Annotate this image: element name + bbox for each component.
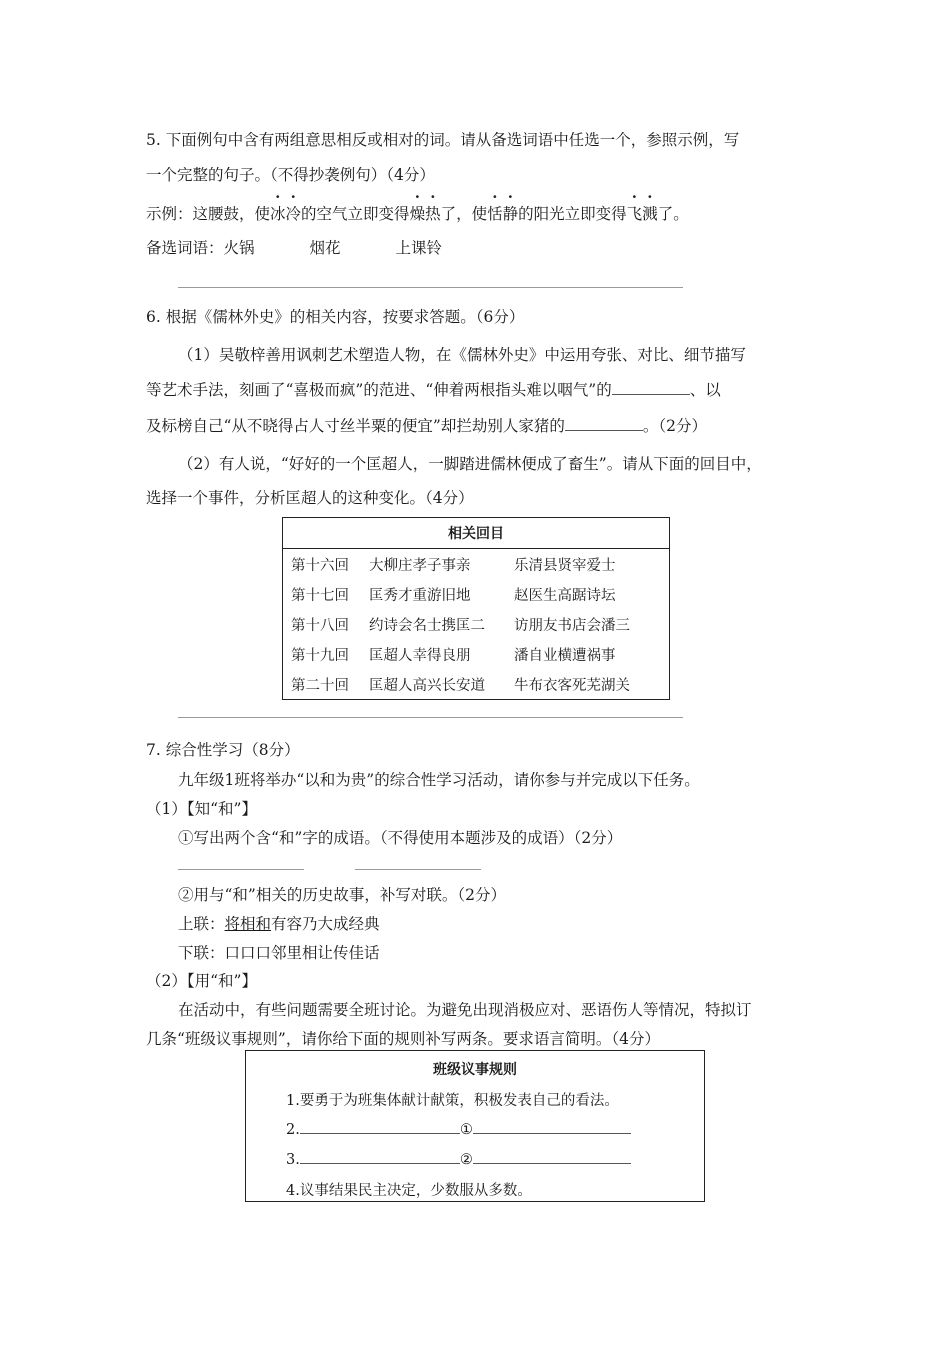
q7-s2-line1: 在活动中，有些问题需要全班讨论。为避免出现消极应对、恶语伤人等情况，特拟订	[178, 1001, 752, 1019]
table-header: 相关回目	[283, 518, 670, 549]
shanglian	[178, 912, 380, 934]
table-cell: 第十九回	[291, 647, 349, 664]
table-row	[283, 579, 670, 609]
emphasis-char: 恬	[487, 205, 503, 223]
example-text: 的阳光立即变得	[518, 205, 627, 223]
emphasis-char: 静	[502, 205, 519, 223]
rule-blank[interactable]	[473, 1119, 631, 1134]
q6-p2-line1: （2）有人说，“好好的一个匡超人，一脚踏进儒林便成了畜生”。请从下面的回目中，	[178, 455, 762, 473]
emphasis-char: 冰	[270, 205, 286, 223]
table-cell: 匡秀才重游旧地	[369, 587, 471, 604]
table-cell: 第十七回	[291, 587, 349, 604]
shanglian-underlined: 将相和	[224, 915, 272, 933]
q6-p2-line2: 选择一个事件，分析匡超人的这种变化。（4分）	[146, 489, 474, 507]
rules-box	[245, 1050, 705, 1202]
example-text: 了，使	[440, 205, 488, 223]
table-cell: 匡超人高兴长安道	[369, 677, 485, 694]
emphasis-char: 热	[425, 205, 441, 223]
example-text: 了。	[657, 205, 689, 223]
rule-number: 3.	[286, 1152, 300, 1168]
example-text: 示例：这腰鼓，使	[146, 205, 271, 223]
fill-blank-1[interactable]	[612, 380, 690, 395]
option-item: 烟花	[309, 239, 341, 257]
rule-number: 2.	[286, 1122, 300, 1138]
options-label: 备选词语：	[146, 239, 224, 257]
q7-title: 7. 综合性学习（8分）	[146, 741, 300, 759]
table-cell: 访朋友书店会潘三	[514, 617, 630, 634]
example-text: 的空气立即变得	[301, 205, 410, 223]
q7-intro: 九年级1班将举办“以和为贵”的综合性学习活动，请你参与并完成以下任务。	[178, 771, 700, 789]
q7-s1-title: （1）【知“和”】	[146, 800, 257, 818]
table-cell: 匡超人幸得良朋	[369, 647, 471, 664]
rule-blank[interactable]	[473, 1149, 631, 1164]
table-cell: 牛布衣客死芜湖关	[514, 677, 630, 694]
q7-s1-q2: ②用与“和”相关的历史故事，补写对联。（2分）	[178, 886, 506, 904]
q5-example	[146, 202, 689, 224]
emphasis-char: 溅	[642, 205, 658, 223]
table-row	[283, 639, 670, 669]
fill-blank-2[interactable]	[565, 416, 643, 431]
rule-1: 1.要勇于为班集体献计献策，积极发表自己的看法。	[286, 1093, 619, 1109]
emphasis-char: 冷	[285, 205, 302, 223]
q6-text: 。（2分）	[642, 417, 707, 435]
rule-mark: ②	[459, 1152, 473, 1168]
q6-p1-line2	[146, 378, 721, 400]
rule-2	[286, 1119, 631, 1138]
table-cell: 第十六回	[291, 557, 349, 574]
rule-blank[interactable]	[300, 1149, 460, 1164]
q7-s2-line2: 几条“班级议事规则”，请你给下面的规则补写两条。要求语言简明。（4分）	[146, 1030, 660, 1048]
xialian: 下联：口口口邻里相让传佳话	[178, 944, 380, 962]
table-row	[283, 549, 670, 580]
rule-mark: ①	[459, 1122, 473, 1138]
rule-3	[286, 1149, 631, 1168]
rule-blank[interactable]	[300, 1119, 460, 1134]
q6-title: 6. 根据《儒林外史》的相关内容，按要求答题。（6分）	[146, 308, 525, 326]
q6-p1-line1: （1）吴敬梓善用讽刺艺术塑造人物，在《儒林外史》中运用夸张、对比、细节描写	[178, 346, 746, 364]
q6-p1-line3	[146, 414, 707, 436]
emphasis-char: 飞	[626, 205, 643, 223]
q7-s2-title: （2）【用“和”】	[146, 972, 257, 990]
table-cell: 乐清县贤宰爱士	[514, 557, 616, 574]
table-row	[283, 669, 670, 700]
table-cell: 潘自业横遭祸事	[514, 647, 616, 664]
table-cell: 约诗会名士携匡二	[369, 617, 485, 634]
rule-4: 4.议事结果民主决定，少数服从多数。	[286, 1183, 532, 1199]
q7-s1-q1: ①写出两个含“和”字的成语。（不得使用本题涉及的成语）（2分）	[178, 829, 623, 847]
answer-line[interactable]	[178, 717, 683, 718]
table-cell: 大柳庄孝子事亲	[369, 557, 471, 574]
q5-line1: 5. 下面例句中含有两组意思相反或相对的词。请从备选词语中任选一个，参照示例，写	[146, 131, 740, 149]
option-item: 火锅	[223, 239, 255, 257]
q5-options	[146, 236, 442, 258]
table-cell: 第二十回	[291, 677, 349, 694]
table-cell: 赵医生高踞诗坛	[514, 587, 616, 604]
q6-text: 及标榜自己“从不晓得占人寸丝半粟的便宜”却拦劫别人家猪的	[146, 417, 565, 435]
rules-title: 班级议事规则	[433, 1062, 517, 1078]
q6-text: 等艺术手法，刻画了“喜极而疯”的范进、“伸着两根指头难以咽气”的	[146, 381, 612, 399]
shanglian-label: 上联：	[178, 915, 225, 933]
q5-line2: 一个完整的句子。（不得抄袭例句）（4分）	[146, 166, 435, 184]
shanglian-text: 有容乃大成经典	[271, 915, 380, 933]
chapter-table	[282, 517, 670, 700]
emphasis-char: 燥	[409, 205, 426, 223]
table-cell: 第十八回	[291, 617, 349, 634]
table-row	[283, 609, 670, 639]
q6-text: 、以	[689, 381, 721, 399]
idiom-answer-line-2[interactable]	[355, 869, 481, 870]
answer-line[interactable]	[178, 287, 683, 288]
idiom-answer-line-1[interactable]	[178, 869, 304, 870]
option-item: 上课铃	[395, 239, 443, 257]
